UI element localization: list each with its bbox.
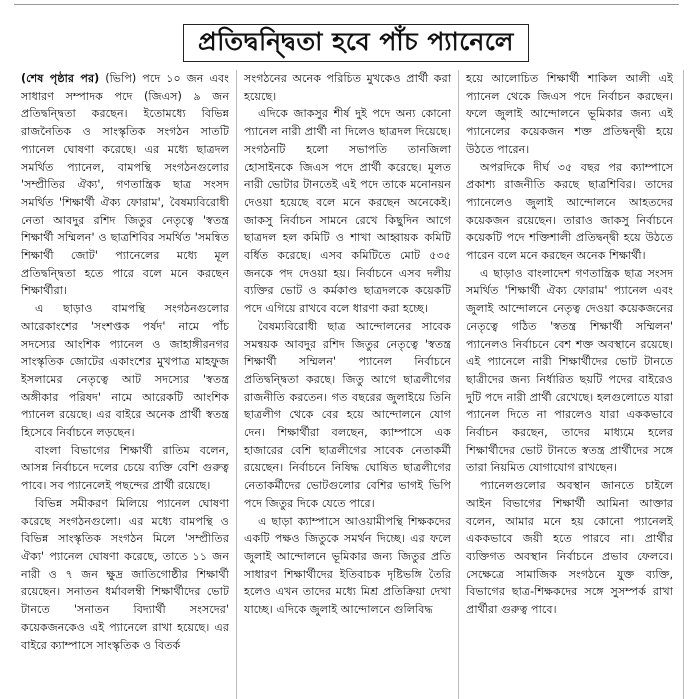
top-rule (14, 4, 679, 5)
paragraph (21, 70, 229, 300)
article-columns (14, 70, 682, 699)
paragraph: অপরদিকে দীর্ঘ ৩৫ বছর পর ক্যাম্পাসে প্রকাশ্য রাজনীতি করছে ছাত্রশিবির। তাদের প্যানেলেও জুলাই আন্দোলনে আহতদের কয়েকজন রয়েছেন। তারাও জাকসু নির্বাচনে কয়েকটি পদে শক্তিশালী প্রতিদ্বন্দ্বী হয়ে উঠতে পারেন বলে মনে করছেন অনেক শিক্ষার্থী। (466, 160, 673, 263)
paragraph: এদিকে জাকসুর শীর্ষ দুই পদে অন্য কোনো প্যানেল নারী প্রার্থী না দিলেও ছাত্রদল দিয়েছে। সংগঠনটি হলো সভাপতি তানজিলা হোসাইনকে জিএস পদে প্রার্থী করেছে। মূলত নারী ভোটার টানতেই এই পদে তাকে মনোনয়ন দেওয়া হয়েছে বলে মনে করছেন অনেকেই। জাকসু নির্বাচন সামনে রেখে কিছুদিন আগে ছাত্রদল হল কমিটি ও শাখা আহ্বায়ক কমিটি বর্ধিত করেছে। এসব কমিটিতে মোট ৫৩৫ জনকে পদ দেওয়া হয়। নির্বাচনে এসব দলীয় ব্যক্তির ভোট ও কর্মকাণ্ড ছাত্রদলকে কয়েকটি পদে এগিয়ে রাখবে বলে ধারণা করা হচ্ছে। (244, 107, 451, 316)
continued-from-lead: (শেষ পৃষ্ঠার পর) (21, 72, 100, 85)
article-column-1 (14, 70, 236, 699)
paragraph: বিভিন্ন সমীকরণ মিলিয়ে প্যানেল ঘোষণা করেছে সংগঠনগুলো। এর মধ্যে বামপন্থি ও বিভিন্ন সাংস্কৃতিক সংগঠন মিলে 'সম্প্রীতির ঐক্য' প্যানেল ঘোষণা করেছে, তাতে ১১ জন নারী ও ৭ জন ক্ষুদ্র জাতিগোষ্ঠীর শিক্ষার্থী রয়েছেন। সনাতন ধর্মাবলম্বী শিক্ষার্থীদের ভোট টানতে 'সনাতন বিদ্যার্থী সংসদের' কয়েকজনকেও এই প্যানেলে রাখা হয়েছে। এর বাইরে ক্যাম্পাসে সাংস্কৃতিক ও বিতর্ক (21, 496, 229, 652)
paragraph: এ ছাড়া ক্যাম্পাসে আওয়ামীপন্থি শিক্ষকদের একটি পক্ষও জিতুকে সমর্থন দিচ্ছে। এর ফলে জুলাই আন্দোলনে ভূমিকার জন্য জিতুর প্রতি সাধারণ শিক্ষার্থীদের ইতিবাচক দৃষ্টিভঙ্গি তৈরি হলেও এখন তাদের মধ্যে মিশ্র প্রতিক্রিয়া দেখা যাচ্ছে। এদিকে জুলাই আন্দোলনে গুলিবিদ্ধ (244, 514, 451, 617)
adjacent-article-edge (683, 70, 693, 699)
paragraph: এ ছাড়াও বাংলাদেশ গণতান্ত্রিক ছাত্র সংসদ সমর্থিত 'শিক্ষার্থী ঐক্য ফোরাম' প্যানেল এবং জুলাই আন্দোলনে নেতৃত্ব দেওয়া কয়েকজনের নেতৃত্বে গঠিত 'স্বতন্ত্র শিক্ষার্থী সম্মিলন' প্যানেলও নির্বাচনে বেশ শক্ত অবস্থানে রয়েছে। এই প্যানেলে নারী শিক্ষার্থীদের ভোট টানতে ছাত্রীদের জন্য নির্ধারিত ছয়টি পদের বাইরেও দুটি পদে নারী প্রার্থী রেখেছে। হলগুলোতে যারা প্যানেল দিতে না পারলেও যারা এককভাবে নির্বাচন করছেন, তাদের মাধ্যমে হলের শিক্ষার্থীদের ভোট টানতে স্বতন্ত্র প্রার্থীদের সঙ্গে তারা নিয়মিত যোগাযোগ রাখছেন। (466, 266, 673, 475)
article-column-2 (236, 70, 458, 699)
paragraph-text: (ভিপি) পদে ১০ জন এবং সাধারণ সম্পাদক পদে (জিএস) ৯ জন প্রতিদ্বন্দ্বিতা করছেন। ইতোমধ্যে বিভিন্ন রাজনৈতিক ও সাংস্কৃতিক সংগঠন সাতটি প্যানেল ঘোষণা করেছে। এর মধ্যে ছাত্রদল সমর্থিত প্যানেল, বামপন্থি সংগঠনগুলোর 'সম্প্রীতির ঐক্য', গণতান্ত্রিক ছাত্র সংসদ সমর্থিত 'শিক্ষার্থী ঐক্য ফোরাম', বৈষম্যবিরোধী নেতা আবদুর রশিদ জিতুর নেতৃত্বে 'স্বতন্ত্র শিক্ষার্থী সম্মিলন' ও ছাত্রশিবির সমর্থিত 'সমন্বিত শিক্ষার্থী জোট' প্যানেলের মধ্যে মূল প্রতিদ্বন্দ্বিতা হতে পারে বলে মনে করছেন শিক্ষার্থীরা। (21, 72, 229, 298)
paragraph: হয়ে আলোচিত শিক্ষার্থী শাকিল আলী এই প্যানেল থেকে জিএস পদে নির্বাচন করছেন। ফলে জুলাই আন্দোলনে ভূমিকার জন্য এই প্যানেলের কয়েকজন শক্ত প্রতিদ্বন্দ্বী হয়ে উঠতে পারেন। (466, 72, 673, 156)
paragraph: এ ছাড়াও বামপন্থি সংগঠনগুলোর আরেকাংশের 'সংশপ্তক পর্ষদ' নামে পাঁচ সদস্যের আংশিক প্যানেল ও জাহাঙ্গীরনগর সাংস্কৃতিক জোটের একাংশের মুখপাত্র মাহফুজ ইসলামের নেতৃত্বে আট সদস্যের 'স্বতন্ত্র অঙ্গীকার পরিষদ' নামে আরেকটি আংশিক প্যানেল রয়েছে। এর বাইরে অনেক প্রার্থী স্বতন্ত্র হিসেবে নির্বাচনে লড়ছেন। (21, 302, 229, 440)
paragraph: বাংলা বিভাগের শিক্ষার্থী রাতিম বলেন, আসন্ন নির্বাচনে দলের চেয়ে ব্যক্তি বেশি গুরুত্ব পাবে। সব প্যানেলেই পছন্দের প্রার্থী রয়েছে। (21, 443, 229, 493)
headline-text: প্রতিদ্বন্দ্বিতা হবে পাঁচ প্যানেলে (198, 26, 514, 56)
paragraph: প্যানেলগুলোর অবস্থান জানতে চাইলে আইন বিভাগের শিক্ষার্থী আমিনা আক্তার বলেন, আমার মনে হয় কোনো প্যানেলই এককভাবে জয়ী হতে পারবে না। প্রার্থীর ব্যক্তিগত অবস্থান নির্বাচনে প্রভাব ফেলবে। সেক্ষেত্রে সামাজিক সংগঠনে যুক্ত ব্যক্তি, বিভাগের ছাত্র-শিক্ষকদের সঙ্গে সুসম্পর্ক রাখা প্রার্থীরা গুরুত্ব পাবে। (466, 479, 673, 617)
paragraph: বৈষম্যবিরোধী ছাত্র আন্দোলনের সাবেক সমন্বয়ক আবদুর রশিদ জিতুর নেতৃত্বে 'স্বতন্ত্র শিক্ষার্থী সম্মিলন' প্যানেল নির্বাচনে প্রতিদ্বন্দ্বিতা করছে। জিতু আগে ছাত্রলীগের রাজনীতি করতেন। গত বছরের জুলাইয়ে তিনি ছাত্রলীগ থেকে বের হয়ে আন্দোলনে যোগ দেন। শিক্ষার্থীরা বলছেন, ক্যাম্পাসে এক হাজারের বেশি ছাত্রলীগের সাবেক নেতাকর্মী রয়েছেন। নির্বাচনে নিষিদ্ধ ঘোষিত ছাত্রলীগের নেতাকর্মীদের ভোটগুলোর বেশির ভাগই ভিপি পদে জিতুর দিকে যেতে পারে। (244, 319, 451, 510)
headline (183, 24, 529, 62)
article-column-3 (458, 70, 680, 699)
paragraph: সংগঠনের অনেক পরিচিত মুখকেও প্রার্থী করা হয়েছে। (244, 72, 451, 103)
